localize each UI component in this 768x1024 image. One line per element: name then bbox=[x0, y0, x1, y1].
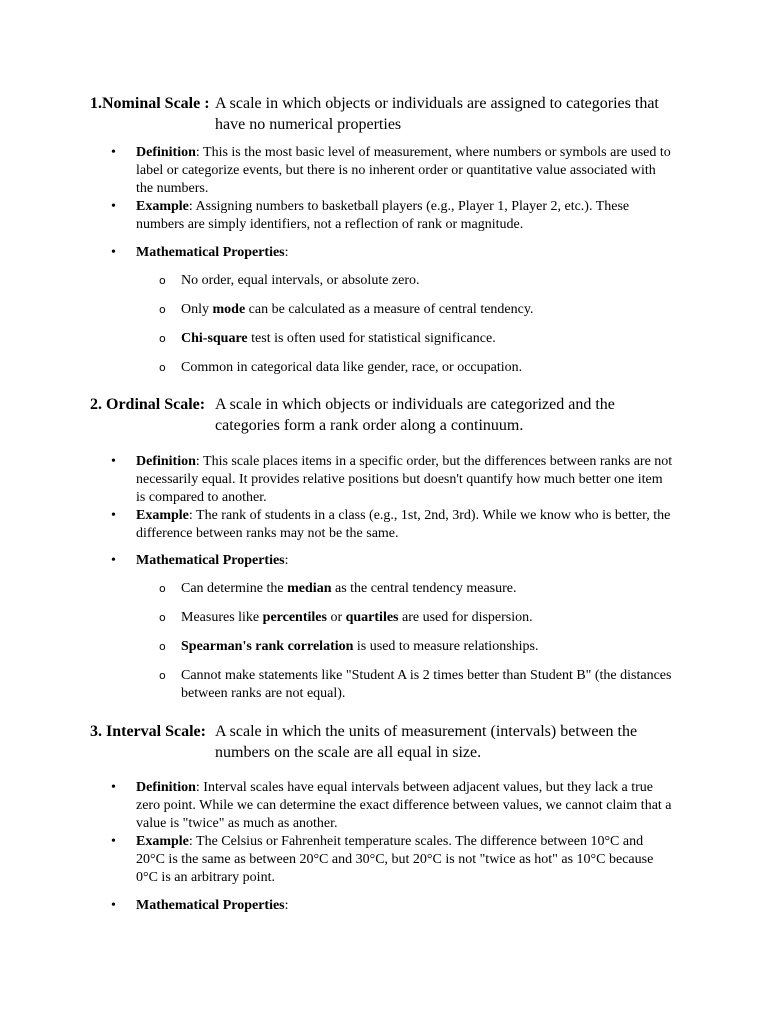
properties-label: Mathematical Properties bbox=[136, 245, 285, 260]
example-text: : The rank of students in a class (e.g., 1st, 2nd, 3rd). While we know who is better, the difference between ranks may not be the same. bbox=[136, 508, 671, 541]
section-2-description: A scale in which objects or individuals are categorized and the categories form a rank order along a continuum. bbox=[215, 396, 615, 434]
property-item bbox=[155, 301, 675, 319]
section-1-definition bbox=[108, 144, 674, 198]
circle-bullet-icon: o bbox=[159, 274, 166, 287]
circle-bullet-icon: o bbox=[159, 669, 166, 682]
bullet-icon: • bbox=[111, 245, 116, 260]
section-2-heading bbox=[90, 394, 680, 436]
section-3-bullets bbox=[108, 779, 674, 887]
property-text: can be calculated as a measure of central tendency. bbox=[245, 302, 534, 317]
properties-item bbox=[108, 897, 674, 915]
properties-colon: : bbox=[284, 898, 289, 913]
property-bold: median bbox=[287, 581, 332, 596]
circle-bullet-icon: o bbox=[159, 303, 166, 316]
property-item bbox=[155, 580, 675, 598]
property-item bbox=[155, 272, 675, 290]
property-text: as the central tendency measure. bbox=[331, 581, 517, 596]
properties-item bbox=[108, 552, 674, 570]
example-term: Example bbox=[136, 508, 189, 523]
bullet-icon: • bbox=[111, 199, 116, 214]
section-3-properties-heading bbox=[108, 897, 674, 915]
example-term: Example bbox=[136, 199, 189, 214]
section-1-heading bbox=[90, 93, 680, 135]
circle-bullet-icon: o bbox=[159, 361, 166, 374]
section-3-heading bbox=[90, 721, 680, 763]
section-1-example bbox=[108, 198, 674, 234]
example-text: : Assigning numbers to basketball players (e.g., Player 1, Player 2, etc.). These numbers are simply identifiers, not a reflection of rank or magnitude. bbox=[136, 199, 630, 232]
section-1-bullets bbox=[108, 144, 674, 234]
property-text: Can determine the bbox=[181, 581, 288, 596]
property-text: is used to measure relationships. bbox=[353, 639, 539, 654]
bullet-icon: • bbox=[111, 454, 116, 469]
section-3-label: 3. Interval Scale: bbox=[90, 723, 206, 740]
property-bold: Chi-square bbox=[181, 331, 248, 346]
property-text: are used for dispersion. bbox=[398, 610, 533, 625]
property-text: Only bbox=[181, 302, 213, 317]
property-bold: percentiles bbox=[262, 610, 327, 625]
section-2-bullets bbox=[108, 453, 674, 543]
definition-text: : Interval scales have equal intervals between adjacent values, but they lack a true zero point. While we can determine the exact difference between values, we cannot claim that a value is "twice" as much as another. bbox=[136, 780, 672, 831]
section-2-properties-heading bbox=[108, 552, 674, 570]
circle-bullet-icon: o bbox=[159, 611, 166, 624]
section-2-example bbox=[108, 507, 674, 543]
definition-text: : This scale places items in a specific order, but the differences between ranks are not necessarily equal. It provides relative positions but doesn't quantify how much better one item is compared to another. bbox=[136, 454, 673, 505]
properties-colon: : bbox=[284, 553, 289, 568]
section-2-label: 2. Ordinal Scale: bbox=[90, 396, 206, 413]
section-1-properties-list bbox=[155, 272, 675, 388]
property-bold: Spearman's rank correlation bbox=[181, 639, 354, 654]
bullet-icon: • bbox=[111, 834, 116, 849]
property-item bbox=[155, 359, 675, 377]
section-1-description: A scale in which objects or individuals are assigned to categories that have no numerical properties bbox=[215, 95, 659, 133]
section-3-description: A scale in which the units of measurement (intervals) between the numbers on the scale are all equal in size. bbox=[215, 723, 638, 761]
section-3-example bbox=[108, 833, 674, 887]
property-text: Cannot make statements like "Student A is 2 times better than Student B" (the distances between ranks are not equal). bbox=[181, 668, 672, 701]
bullet-icon: • bbox=[111, 145, 116, 160]
property-text: test is often used for statistical significance. bbox=[247, 331, 496, 346]
property-item bbox=[155, 638, 675, 656]
circle-bullet-icon: o bbox=[159, 582, 166, 595]
property-text: No order, equal intervals, or absolute zero. bbox=[181, 273, 420, 288]
definition-text: : This is the most basic level of measurement, where numbers or symbols are used to label or categorize events, but there is no inherent order or quantitative value associated with the numbers. bbox=[136, 145, 671, 196]
property-text: Measures like bbox=[181, 610, 263, 625]
section-1-label: 1.Nominal Scale : bbox=[90, 95, 210, 112]
example-term: Example bbox=[136, 834, 189, 849]
bullet-icon: • bbox=[111, 780, 116, 795]
properties-item bbox=[108, 244, 674, 262]
definition-term: Definition bbox=[136, 454, 196, 469]
property-text: Common in categorical data like gender, race, or occupation. bbox=[181, 360, 523, 375]
section-1-properties-heading bbox=[108, 244, 674, 262]
section-2-definition bbox=[108, 453, 674, 507]
section-3-definition bbox=[108, 779, 674, 833]
definition-term: Definition bbox=[136, 780, 196, 795]
properties-label: Mathematical Properties bbox=[136, 898, 285, 913]
property-item bbox=[155, 609, 675, 627]
circle-bullet-icon: o bbox=[159, 332, 166, 345]
property-text: or bbox=[326, 610, 346, 625]
bullet-icon: • bbox=[111, 553, 116, 568]
property-item bbox=[155, 667, 675, 703]
bullet-icon: • bbox=[111, 898, 116, 913]
properties-colon: : bbox=[284, 245, 289, 260]
example-text: : The Celsius or Fahrenheit temperature scales. The difference between 10°C and 20°C is the same as between 20°C and 30°C, but 20°C is not "twice as hot" as 10°C because 0°C is an arbitrary point. bbox=[136, 834, 654, 885]
bullet-icon: • bbox=[111, 508, 116, 523]
circle-bullet-icon: o bbox=[159, 640, 166, 653]
property-bold: quartiles bbox=[345, 610, 399, 625]
section-2-properties-list bbox=[155, 580, 675, 714]
definition-term: Definition bbox=[136, 145, 196, 160]
property-bold: mode bbox=[212, 302, 246, 317]
properties-label: Mathematical Properties bbox=[136, 553, 285, 568]
property-item bbox=[155, 330, 675, 348]
